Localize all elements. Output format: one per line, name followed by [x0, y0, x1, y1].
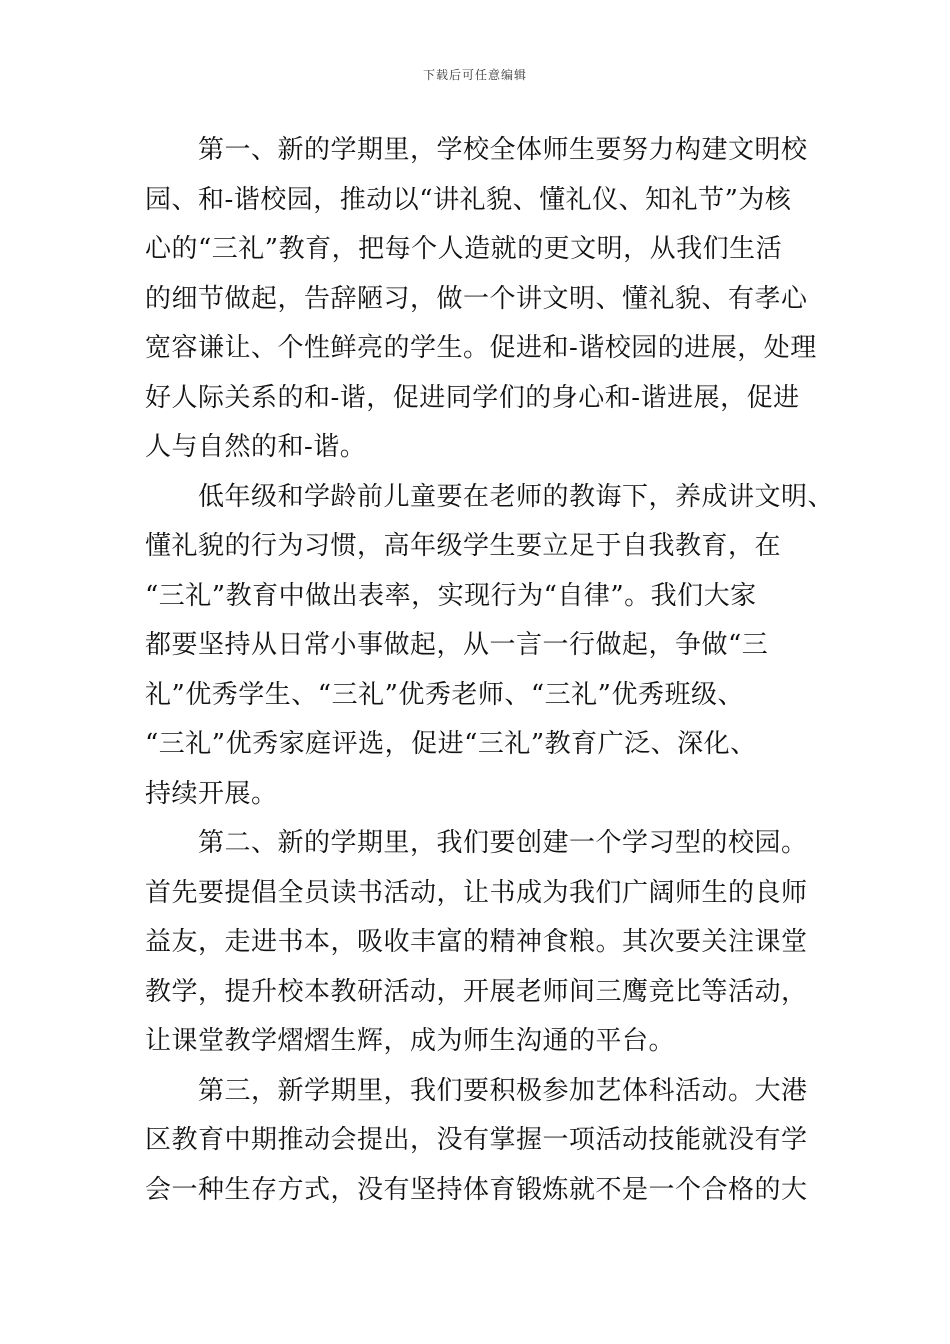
text-line: 的细节做起，告辞陋习，做一个讲文明、懂礼貌、有孝心 — [145, 283, 808, 314]
text-line: 让课堂教学熠熠生辉，成为师生沟通的平台。 — [145, 1026, 676, 1056]
text-line: 礼”优秀学生、“三礼”优秀老师、“三礼”优秀班级、 — [145, 679, 744, 710]
text-line: 区教育中期推动会提出，没有掌握一项活动技能就没有学 — [145, 1125, 808, 1155]
text-line: 益友，走进书本，吸收丰富的精神食粮。其次要关注课堂 — [145, 927, 808, 957]
text-line: “三礼”优秀家庭评选，促进“三礼”教育广泛、深化、 — [145, 729, 757, 759]
text-line: 第一、新的学期里，学校全体师生要努力构建文明校 — [145, 135, 808, 165]
text-line: 第三，新学期里，我们要积极参加艺体科活动。大港 — [145, 1075, 808, 1106]
text-line: 第二、新的学期里，我们要创建一个学习型的校园。 — [145, 828, 808, 858]
text-line: 首先要提倡全员读书活动，让书成为我们广阔师生的良师 — [145, 877, 808, 908]
text-line: 都要坚持从日常小事做起，从一言一行做起，争做“三 — [145, 630, 769, 660]
text-line: 好人际关系的和-谐，促进同学们的身心和-谐进展，促进 — [145, 382, 800, 413]
text-line: 教学，提升校本教研活动，开展老师间三鹰竞比等活动， — [145, 976, 808, 1007]
text-line: 园、和-谐校园，推动以“讲礼貌、懂礼仪、知礼节”为核 — [145, 184, 792, 215]
text-line: 持续开展。 — [145, 778, 278, 809]
text-line: 心的“三礼”教育，把每个人造就的更文明，从我们生活 — [145, 234, 783, 264]
text-line: “三礼”教育中做出表率，实现行为“自律”。我们大家 — [145, 580, 757, 611]
text-line: 懂礼貌的行为习惯，高年级学生要立足于自我教育，在 — [145, 531, 782, 561]
text-line: 人与自然的和-谐。 — [145, 432, 367, 462]
body-text — [145, 126, 835, 1215]
text-line: 会一种生存方式，没有坚持体育锻炼就不是一个合格的大 — [145, 1174, 808, 1205]
header-note: 下载后可任意编辑 — [422, 68, 527, 82]
text-line: 宽容谦让、个性鲜亮的学生。促进和-谐校园的进展，处理 — [145, 333, 817, 363]
text-line: 低年级和学龄前儿童要在老师的教诲下，养成讲文明、 — [145, 481, 835, 512]
